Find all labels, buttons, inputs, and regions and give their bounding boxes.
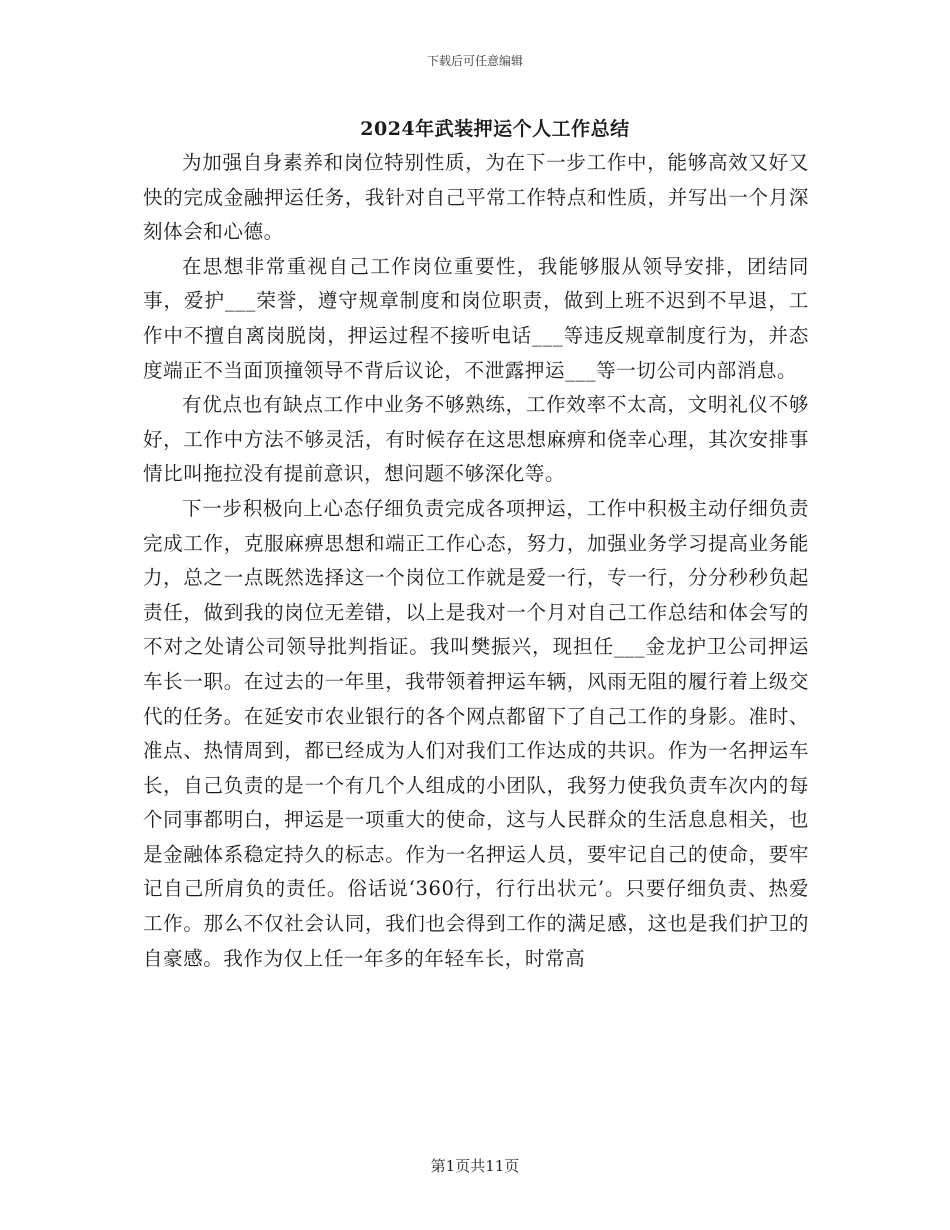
paragraph-4: 下一步积极向上心态仔细负责完成各项押运，工作中积极主动仔细负责完成工作，克服麻痹思想和端正工作心态，努力，加强业务学习提高业务能力，总之一点既然选择这一个岗位工作就是爱一行，专一行，分分秒秒负起责任，做到我的岗位无差错，以上是我对一个月对自己工作总结和体会写的不对之处请公司领导批判指证。我叫樊振兴，现担任___金龙护卫公司押运车长一职。在过去的一年里，我带领着押运车辆，风雨无阻的履行着上级交代的任务。在延安市农业银行的各个网点都留下了自己工作的身影。准时、准点、热情周到，都已经成为人们对我们工作达成的共识。作为一名押运车长，自己负责的是一个有几个人组成的小团队，我努力使我负责车次内的每个同事都明白，押运是一项重大的使命，这与人民群众的生活息息相关，也是金融体系稳定持久的标志。作为一名押运人员，要牢记自己的使命，要牢记自己所肩负的责任。俗话说‘360行，行行出状元’。只要仔细负责、热爱工作。那么不仅社会认同，我们也会得到工作的满足感，这也是我们护卫的自豪感。我作为仅上任一年多的年轻车长，时常高	[143, 496, 809, 970]
document-body	[143, 146, 809, 976]
paragraph-1: 为加强自身素养和岗位特别性质，为在下一步工作中，能够高效又好又快的完成金融押运任务，我针对自己平常工作特点和性质，并写出一个月深刻体会和心德。	[143, 151, 809, 244]
page-header-note: 下载后可任意编辑	[426, 54, 523, 68]
paragraph-2: 在思想非常重视自己工作岗位重要性，我能够服从领导安排，团结同事，爱护___荣誉，遵守规章制度和岗位职责，做到上班不迟到不早退，工作中不擅自离岗脱岗，押运过程不接听电话___等违反规章制度行为，并态度端正不当面顶撞领导不背后议论，不泄露押运___等一切公司内部消息。	[143, 254, 809, 382]
page-number: 第1页共11页	[430, 1157, 520, 1175]
paragraph-3: 有优点也有缺点工作中业务不够熟练，工作效率不太高，文明礼仪不够好，工作中方法不够灵活，有时候存在这思想麻痹和侥幸心理，其次安排事情比叫拖拉没有提前意识，想问题不够深化等。	[143, 393, 809, 486]
document-title: 2024年武装押运个人工作总结	[360, 118, 630, 140]
